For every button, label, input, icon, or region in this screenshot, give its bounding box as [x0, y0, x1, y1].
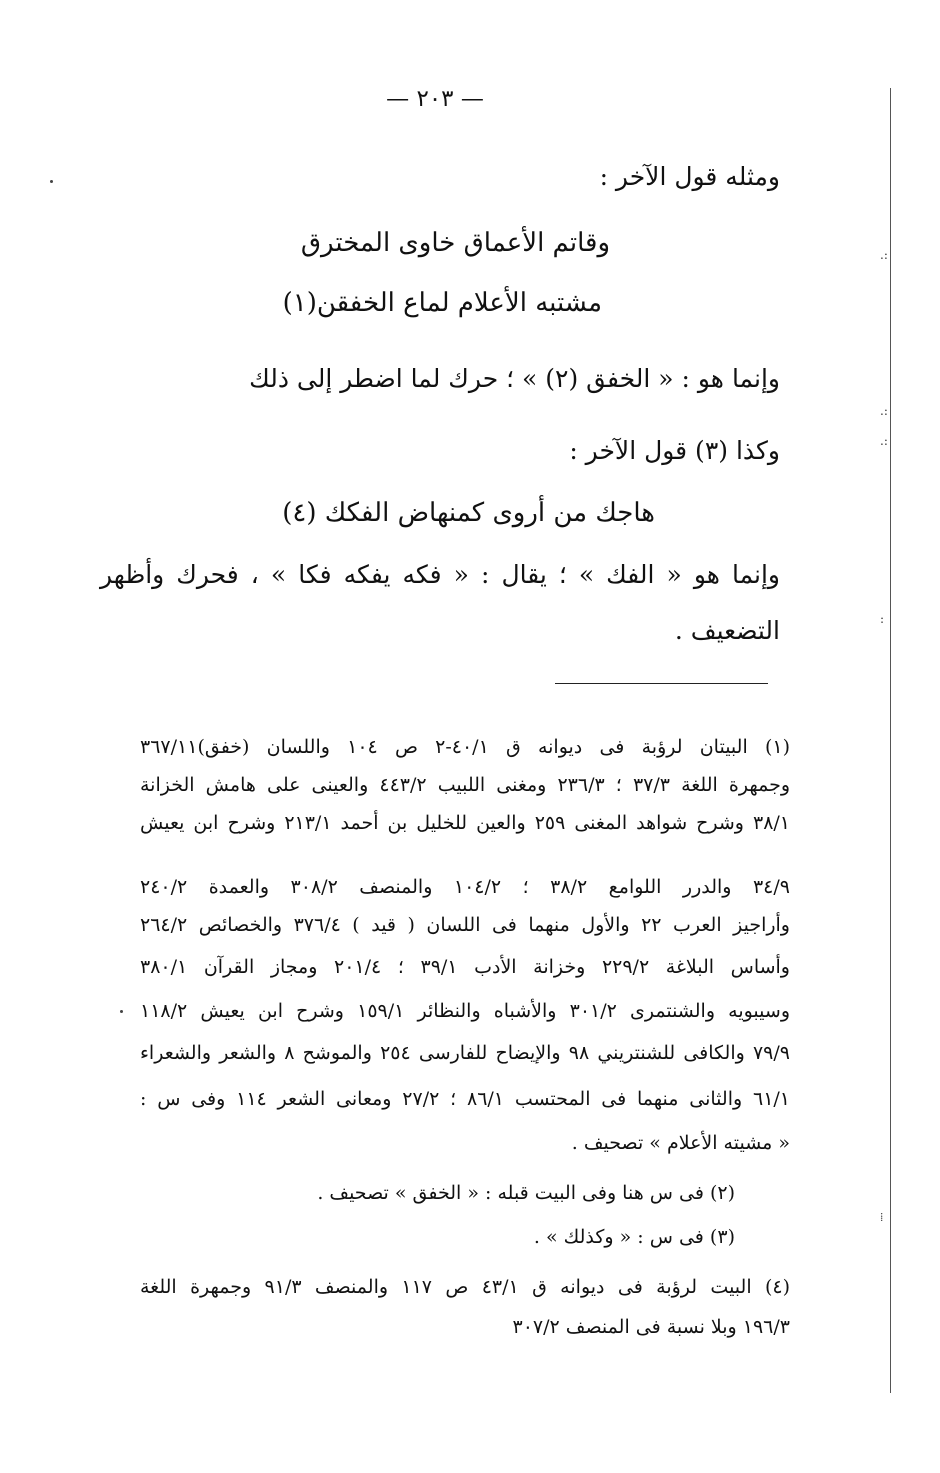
verse-2: هاجك من أروى كمنهاض الفكك (٤)	[282, 498, 655, 528]
footnote-1-line: ٣٨/١ وشرح شواهد المغنى ٢٥٩ والعين للخليل بن أحمد ٢١٣/١ وشرح ابن يعيش	[140, 812, 791, 834]
paragraph-1: وإنما هو : « الخفق (٢) » ؛ حرك لما اضطر إلى ذلك	[249, 364, 780, 393]
verse-1-line-1: وقاتم الأعماق خاوى المخترق	[300, 228, 610, 258]
intro-line: ومثله قول الآخر :	[599, 162, 780, 191]
footnote-2: (٢) فى س هنا وفى البيت قبله : « الخفق » تصحيف .	[317, 1182, 735, 1204]
footnote-1-line: ٦١/١ والثانى منهما فى المحتسب ٨٦/١ ؛ ٢٧/٢ ومعانى الشعر ١١٤ وفى س :	[140, 1088, 791, 1110]
footnote-1-line: (١) البيتان لرؤبة فى ديوانه ق ٤٠/١-٢ ص ١٠٤ واللسان (خفق)٣٦٧/١١	[140, 736, 790, 758]
footnote-3: (٣) فى س : « وكذلك » .	[533, 1226, 735, 1248]
paragraph-2-line-1: وإنما هو « الفك » ؛ يقال : « فكه يفكه فكا » ، فحرك وأظهر	[100, 560, 780, 589]
margin-mark: :	[880, 612, 885, 626]
footnote-1-line: وأراجيز العرب ٢٢ والأول منهما فى اللسان ( قيد ) ٣٧٦/٤ والخصائص ٢٦٤/٢	[140, 914, 790, 936]
footnote-4-line: (٤) البيت لرؤبة فى ديوانه ق ٤٣/١ ص ١١٧ والمنصف ٩١/٣ وجمهرة اللغة	[140, 1276, 791, 1298]
verse-1-line-2: مشتبه الأعلام لماع الخفقن(١)	[282, 288, 602, 318]
margin-rule	[890, 88, 891, 1393]
margin-mark: ⁞	[880, 1210, 884, 1224]
footnote-1-line: « مشيته الأعلام » تصحيف .	[571, 1132, 790, 1154]
margin-mark: .:	[880, 248, 888, 262]
footnote-1-line: وجمهرة اللغة ٣٧/٣ ؛ ٢٣٦/٣ ومغنى اللبيب ٤٤٣/٢ والعينى على هامش الخزانة	[140, 774, 790, 796]
page-number: — ٢٠٣ —	[386, 86, 484, 112]
intro-line-2: وكذا (٣) قول الآخر :	[569, 436, 780, 465]
footnote-separator	[555, 683, 768, 684]
footnote-1-line: ٧٩/٩ والكافى للشنتريني ٩٨ والإيضاح للفارسى ٢٥٤ والموشح ٨ والشعر والشعراء	[140, 1042, 790, 1064]
paragraph-2-line-2: التضعيف .	[674, 616, 780, 645]
margin-mark: .:	[880, 434, 888, 448]
footnote-1-line: وسيبويه والشنتمرى ٣٠١/٢ والأشباه والنظائر ١٥٩/١ وشرح ابن يعيش ١١٨/٢	[140, 1000, 790, 1022]
speck	[50, 180, 53, 183]
speck	[120, 1010, 123, 1013]
footnote-1-line: ٣٤/٩ والدرر اللوامع ٣٨/٢ ؛ ١٠٤/٢ والمنصف ٣٠٨/٢ والعمدة ٢٤٠/٢	[140, 876, 790, 898]
margin-mark: .:	[880, 404, 888, 418]
footnote-4-line: ١٩٦/٣ وبلا نسبة فى المنصف ٣٠٧/٢	[512, 1316, 790, 1338]
footnote-1-line: وأساس البلاغة ٢٢٩/٢ وخزانة الأدب ٣٩/١ ؛ ٢٠١/٤ ومجاز القرآن ٣٨٠/١	[140, 956, 790, 978]
